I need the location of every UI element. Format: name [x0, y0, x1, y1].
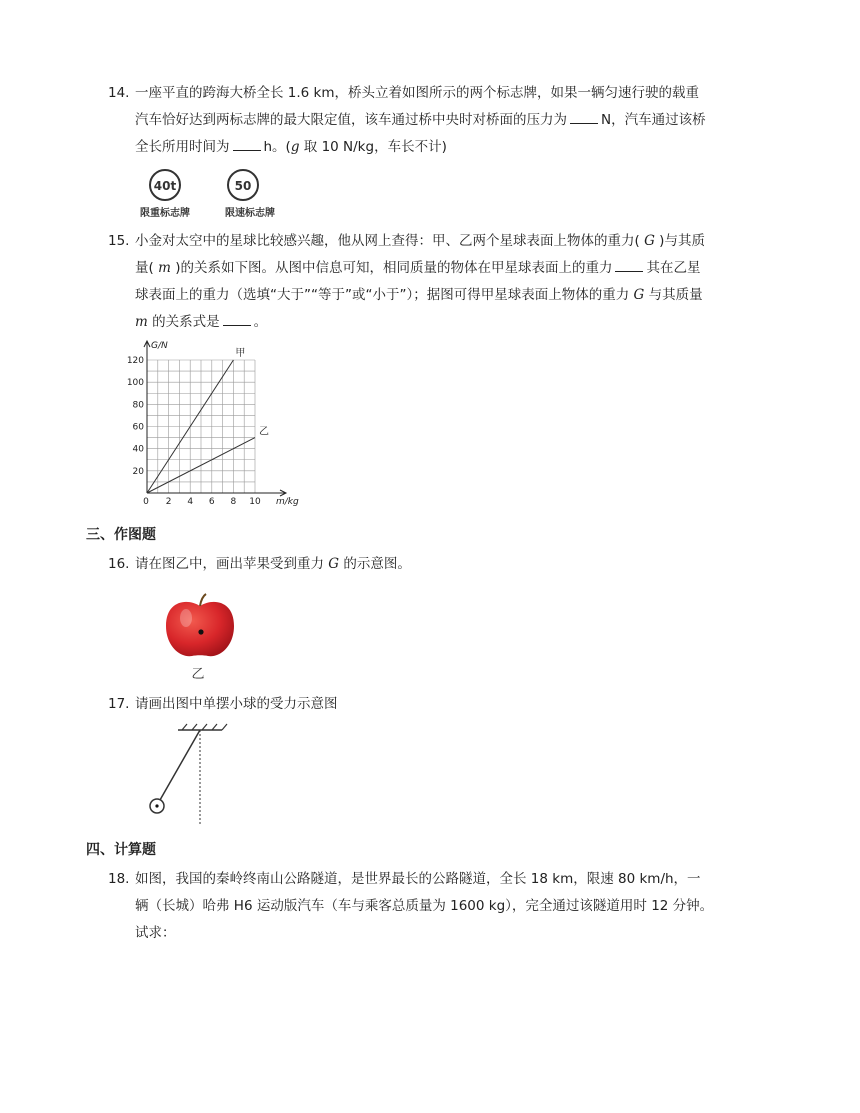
ball-center-dot [155, 804, 158, 807]
x-tick-label: 2 [165, 497, 172, 507]
question-text-line: 请在图乙中，画出苹果受到重力 G 的示意图。 [135, 556, 411, 572]
question-15 [108, 228, 768, 336]
signs-svg [140, 168, 300, 224]
question-number: 17. [108, 696, 130, 712]
question-17 [108, 691, 768, 718]
apple-svg [160, 592, 240, 684]
apple-highlight [180, 609, 192, 627]
y-tick-label: 60 [132, 422, 144, 433]
x-tick-label: 4 [187, 497, 194, 507]
series-label: 甲 [235, 348, 246, 359]
x-axis-label: m/kg [276, 497, 299, 507]
question-text-line: 小金对太空中的星球比较感兴趣，他从网上查得：甲、乙两个星球表面上物体的重力( G )与其质 [135, 233, 705, 249]
question-text-line: 辆（长城）哈弗 H6 运动版汽车（车与乘客总质量为 1600 kg），完全通过该隧道用时 12 分钟。 [135, 898, 714, 914]
y-axis-label: G/N [151, 341, 168, 351]
series-label: 乙 [259, 426, 269, 438]
question-number: 18. [108, 871, 130, 887]
ceiling-hatching [182, 724, 227, 730]
answer-blank[interactable] [223, 311, 251, 326]
question-number: 16. [108, 556, 130, 572]
x-tick-label: 10 [249, 497, 261, 507]
x-tick-label: 8 [230, 497, 237, 507]
pendulum-figure [140, 722, 230, 828]
section-heading: 四、计算题 [86, 842, 156, 858]
gravity-mass-chart [118, 332, 318, 512]
weight-limit-caption: 限重标志牌 [140, 208, 190, 219]
y-tick-label: 20 [132, 466, 144, 477]
section-heading: 三、作图题 [86, 527, 156, 543]
pendulum-string [160, 730, 200, 800]
pendulum-svg [140, 722, 230, 828]
weight-limit-sign-text: 40t [153, 179, 177, 193]
question-text-line: m 的关系式是 。 [108, 309, 768, 336]
question-text-line: 量( m )的关系如下图。从图中信息可知，相同质量的物体在甲星球表面上的重力 其在乙星 [108, 255, 768, 282]
question-number: 14. [108, 85, 130, 101]
question-14 [108, 80, 768, 161]
speed-limit-sign-text: 50 [234, 179, 252, 193]
question-text-line: 一座平直的跨海大桥全长 1.6 km，桥头立着如图所示的两个标志牌，如果一辆匀速行驶的载重 [135, 85, 700, 101]
x-tick-label: 0 [143, 497, 149, 507]
y-tick-label: 100 [126, 378, 144, 389]
question-text-line: 请画出图中单摆小球的受力示意图 [135, 696, 338, 712]
question-number: 15. [108, 233, 130, 249]
question-text-line: 汽车恰好达到两标志牌的最大限定值，该车通过桥中央时对桥面的压力为 N，汽车通过该桥 [108, 107, 768, 134]
apple-center-dot [198, 629, 203, 634]
answer-blank[interactable] [233, 136, 261, 151]
apple-caption: 乙 [191, 667, 205, 682]
question-text-line: 试求： [135, 925, 176, 941]
x-tick-label: 6 [208, 497, 215, 507]
answer-blank[interactable] [615, 257, 643, 272]
apple-figure [160, 592, 240, 684]
y-tick-label: 80 [132, 400, 144, 411]
question-text-line: 球表面上的重力（选填“大于”“等于”或“小于”）；据图可得甲星球表面上物体的重力 G 与其质量 [135, 287, 703, 303]
question-16 [108, 551, 768, 578]
answer-blank[interactable] [570, 109, 598, 124]
question-18 [108, 866, 768, 947]
apple-body [166, 602, 234, 656]
y-tick-label: 120 [126, 356, 144, 366]
chart-svg [118, 332, 318, 512]
question-text-line: 如图，我国的秦岭终南山公路隧道，是世界最长的公路隧道，全长 18 km，限速 80 km/h，一 [135, 871, 701, 887]
y-tick-label: 40 [132, 444, 144, 455]
question-text-line: 全长所用时间为 h。(g 取 10 N/kg，车长不计) [108, 134, 768, 161]
traffic-signs-figure [140, 168, 300, 224]
speed-limit-caption: 限速标志牌 [225, 208, 275, 219]
